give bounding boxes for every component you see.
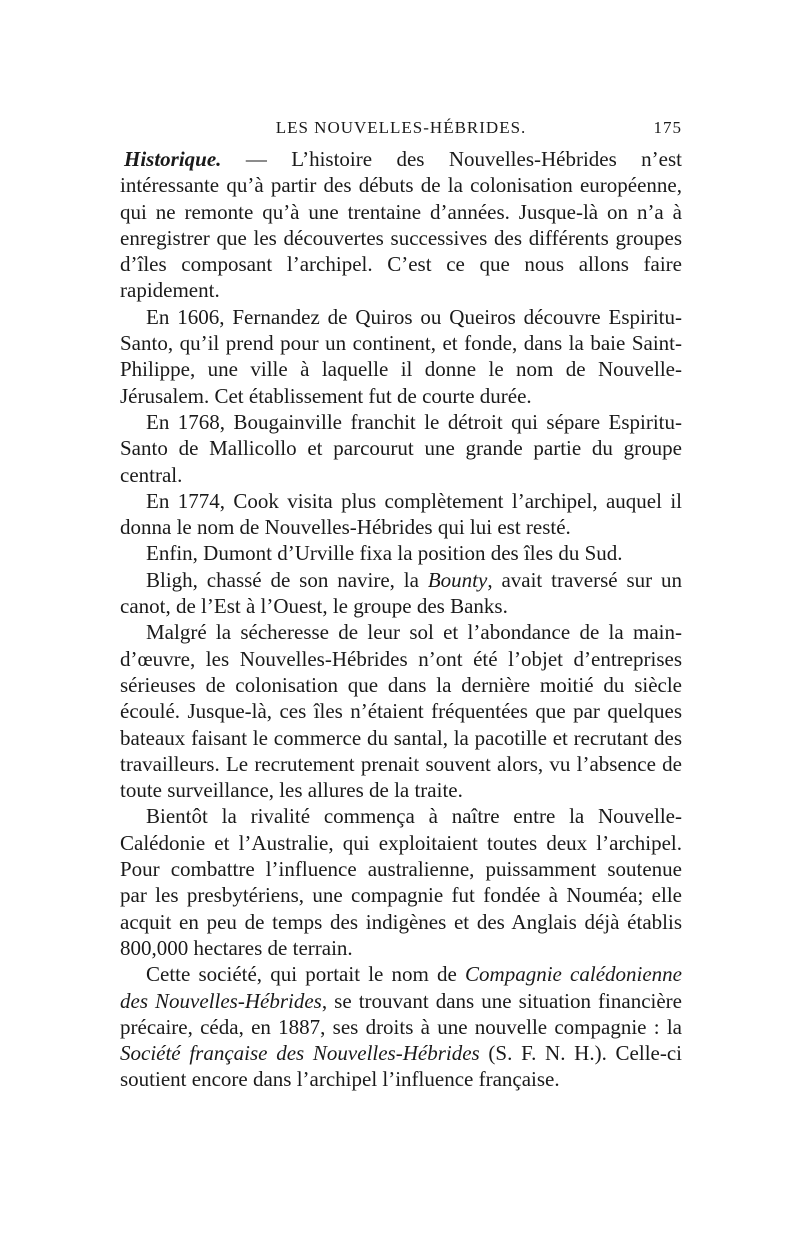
company-name: Compagnie calédonienne des Nouvelles-Hébrides	[120, 962, 682, 1013]
paragraph-cook	[120, 488, 682, 541]
paragraph-bligh	[120, 567, 682, 620]
body-text	[120, 146, 682, 1093]
paragraph-text: Malgré la sécheresse de leur sol et l’abondance de la main-d’œuvre, les Nouvelles-Hébrides n’ont été l’objet d’entreprises sérieuses de colonisation que dans la dernière moitié du siècle écoulé. Jusque-là, ces îles n’étaient fréquentées que par quelques bateaux faisant le commerce du santal, la pacotille et recrutant des travailleurs. Le recrutement prenait souvent alors, vu l’absence de toute surveillance, les allures de la traite.	[120, 620, 682, 803]
paragraph-societe	[120, 961, 682, 1092]
company-name-2: Société française des Nouvelles-Hébrides	[120, 1041, 480, 1066]
paragraph-text: (S. F. N. H.). Celle-ci soutient encore dans l’archipel l’influence française.	[120, 1041, 682, 1092]
paragraph-rivalite	[120, 803, 682, 961]
paragraph-text: En 1606, Fernandez de Quiros ou Queiros découvre Espiritu-Santo, qu’il prend pour un continent, et fonde, dans la baie Saint-Philippe, une ville à laquelle il donne le nom de Nouvelle-Jérusalem. Cet établissement fut de courte durée.	[120, 304, 682, 408]
paragraph-historique	[120, 146, 682, 304]
ship-name: Bounty	[427, 567, 488, 592]
paragraph-text: Bligh, chassé de son navire, la	[146, 567, 428, 592]
paragraph-text: — L’histoire des Nouvelles-Hébrides n’est intéressante qu’à partir des débuts de la colonisation européenne, qui ne remonte qu’à une trentaine d’années. Jusque-là on n’a à enregistrer que les découvertes successives des différents groupes d’îles composant l’archipel. C’est ce que nous allons faire rapidement.	[120, 147, 682, 303]
paragraph-bougainville	[120, 409, 682, 488]
paragraph-text: Bientôt la rivalité commença à naître entre la Nouvelle-Calédonie et l’Australie, qui exploitaient toutes deux l’archipel. Pour combattre l’influence australienne, puissamment soutenue par les presbytériens, une compagnie fut fondée à Nouméa; elle acquit en peu de temps des indigènes et des Anglais déjà établis 800,000 hectares de terrain.	[120, 804, 682, 960]
paragraph-text: , avait traversé sur un canot, de l’Est à l’Ouest, le groupe des Banks.	[120, 567, 682, 619]
paragraph-text: Cette société, qui portait le nom de	[146, 962, 466, 987]
paragraph-colonisation	[120, 619, 682, 803]
running-title: LES NOUVELLES-HÉBRIDES.	[275, 118, 527, 137]
paragraph-text: En 1768, Bougainville franchit le détroit qui sépare Espiritu-Santo de Mallicollo et parcourut une grande partie du groupe central.	[120, 409, 682, 487]
paragraph-text: , se trouvant dans une situation financière précaire, céda, en 1887, ses droits à une nouvelle compagnie : la	[120, 988, 682, 1039]
paragraph-text: En 1774, Cook visita plus complètement l’archipel, auquel il donna le nom de Nouvelles-Hébrides qui lui est resté.	[120, 488, 682, 540]
book-page	[120, 118, 682, 1093]
paragraph-quiros	[120, 304, 682, 409]
page-number: 175	[653, 118, 682, 137]
section-lead: Historique.	[124, 147, 222, 171]
paragraph-text: Enfin, Dumont d’Urville fixa la position des îles du Sud.	[146, 541, 623, 566]
paragraph-durville	[120, 540, 682, 566]
page-header	[120, 118, 682, 146]
